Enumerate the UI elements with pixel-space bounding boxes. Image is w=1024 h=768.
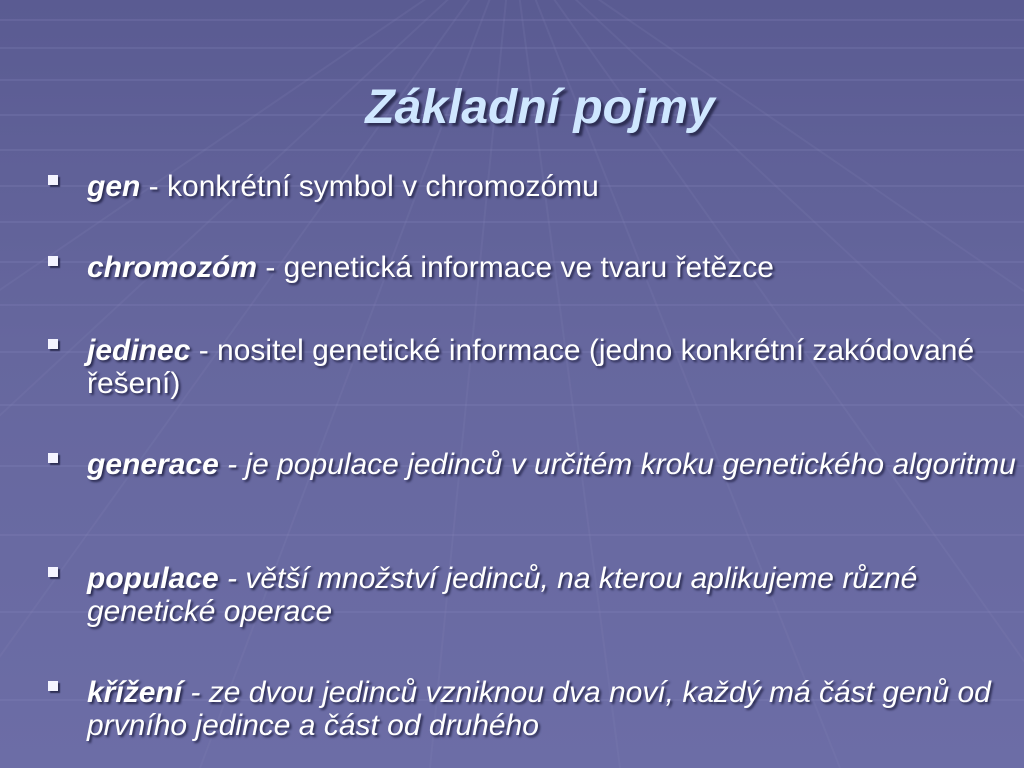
list-item-text (87, 448, 1017, 481)
definition: - nositel genetické informace (jedno konkrétní zakódované řešení) (87, 334, 975, 400)
list-item-text (87, 251, 1017, 284)
definition: - větší množství jedinců, na kterou aplikujeme různé genetické operace (87, 562, 918, 628)
term: generace (87, 448, 219, 481)
term: křížení (87, 676, 183, 709)
definition: - je populace jedinců v určitém kroku genetického algoritmu (218, 448, 1016, 481)
square-bullet-icon (48, 175, 58, 185)
definition: - ze dvou jedinců vzniknou dva noví, každý má část genů od prvního jedince a část od druhého (87, 676, 991, 742)
list-item-text (87, 170, 1017, 203)
square-bullet-icon (48, 453, 58, 463)
list-item-text (87, 676, 1017, 742)
square-bullet-icon (48, 256, 58, 266)
term: populace (87, 562, 219, 595)
definition: - konkrétní symbol v chromozómu (140, 170, 599, 203)
list-item-text (87, 562, 1017, 628)
square-bullet-icon (48, 567, 58, 577)
square-bullet-icon (48, 681, 58, 691)
list-item-text (87, 334, 1017, 400)
square-bullet-icon (48, 339, 58, 349)
slide-title: Základní pojmy (365, 81, 715, 134)
term: chromozóm (87, 251, 258, 284)
term: gen (87, 170, 141, 203)
definition: - genetická informace ve tvaru řetězce (257, 251, 774, 284)
term: jedinec (87, 334, 191, 367)
